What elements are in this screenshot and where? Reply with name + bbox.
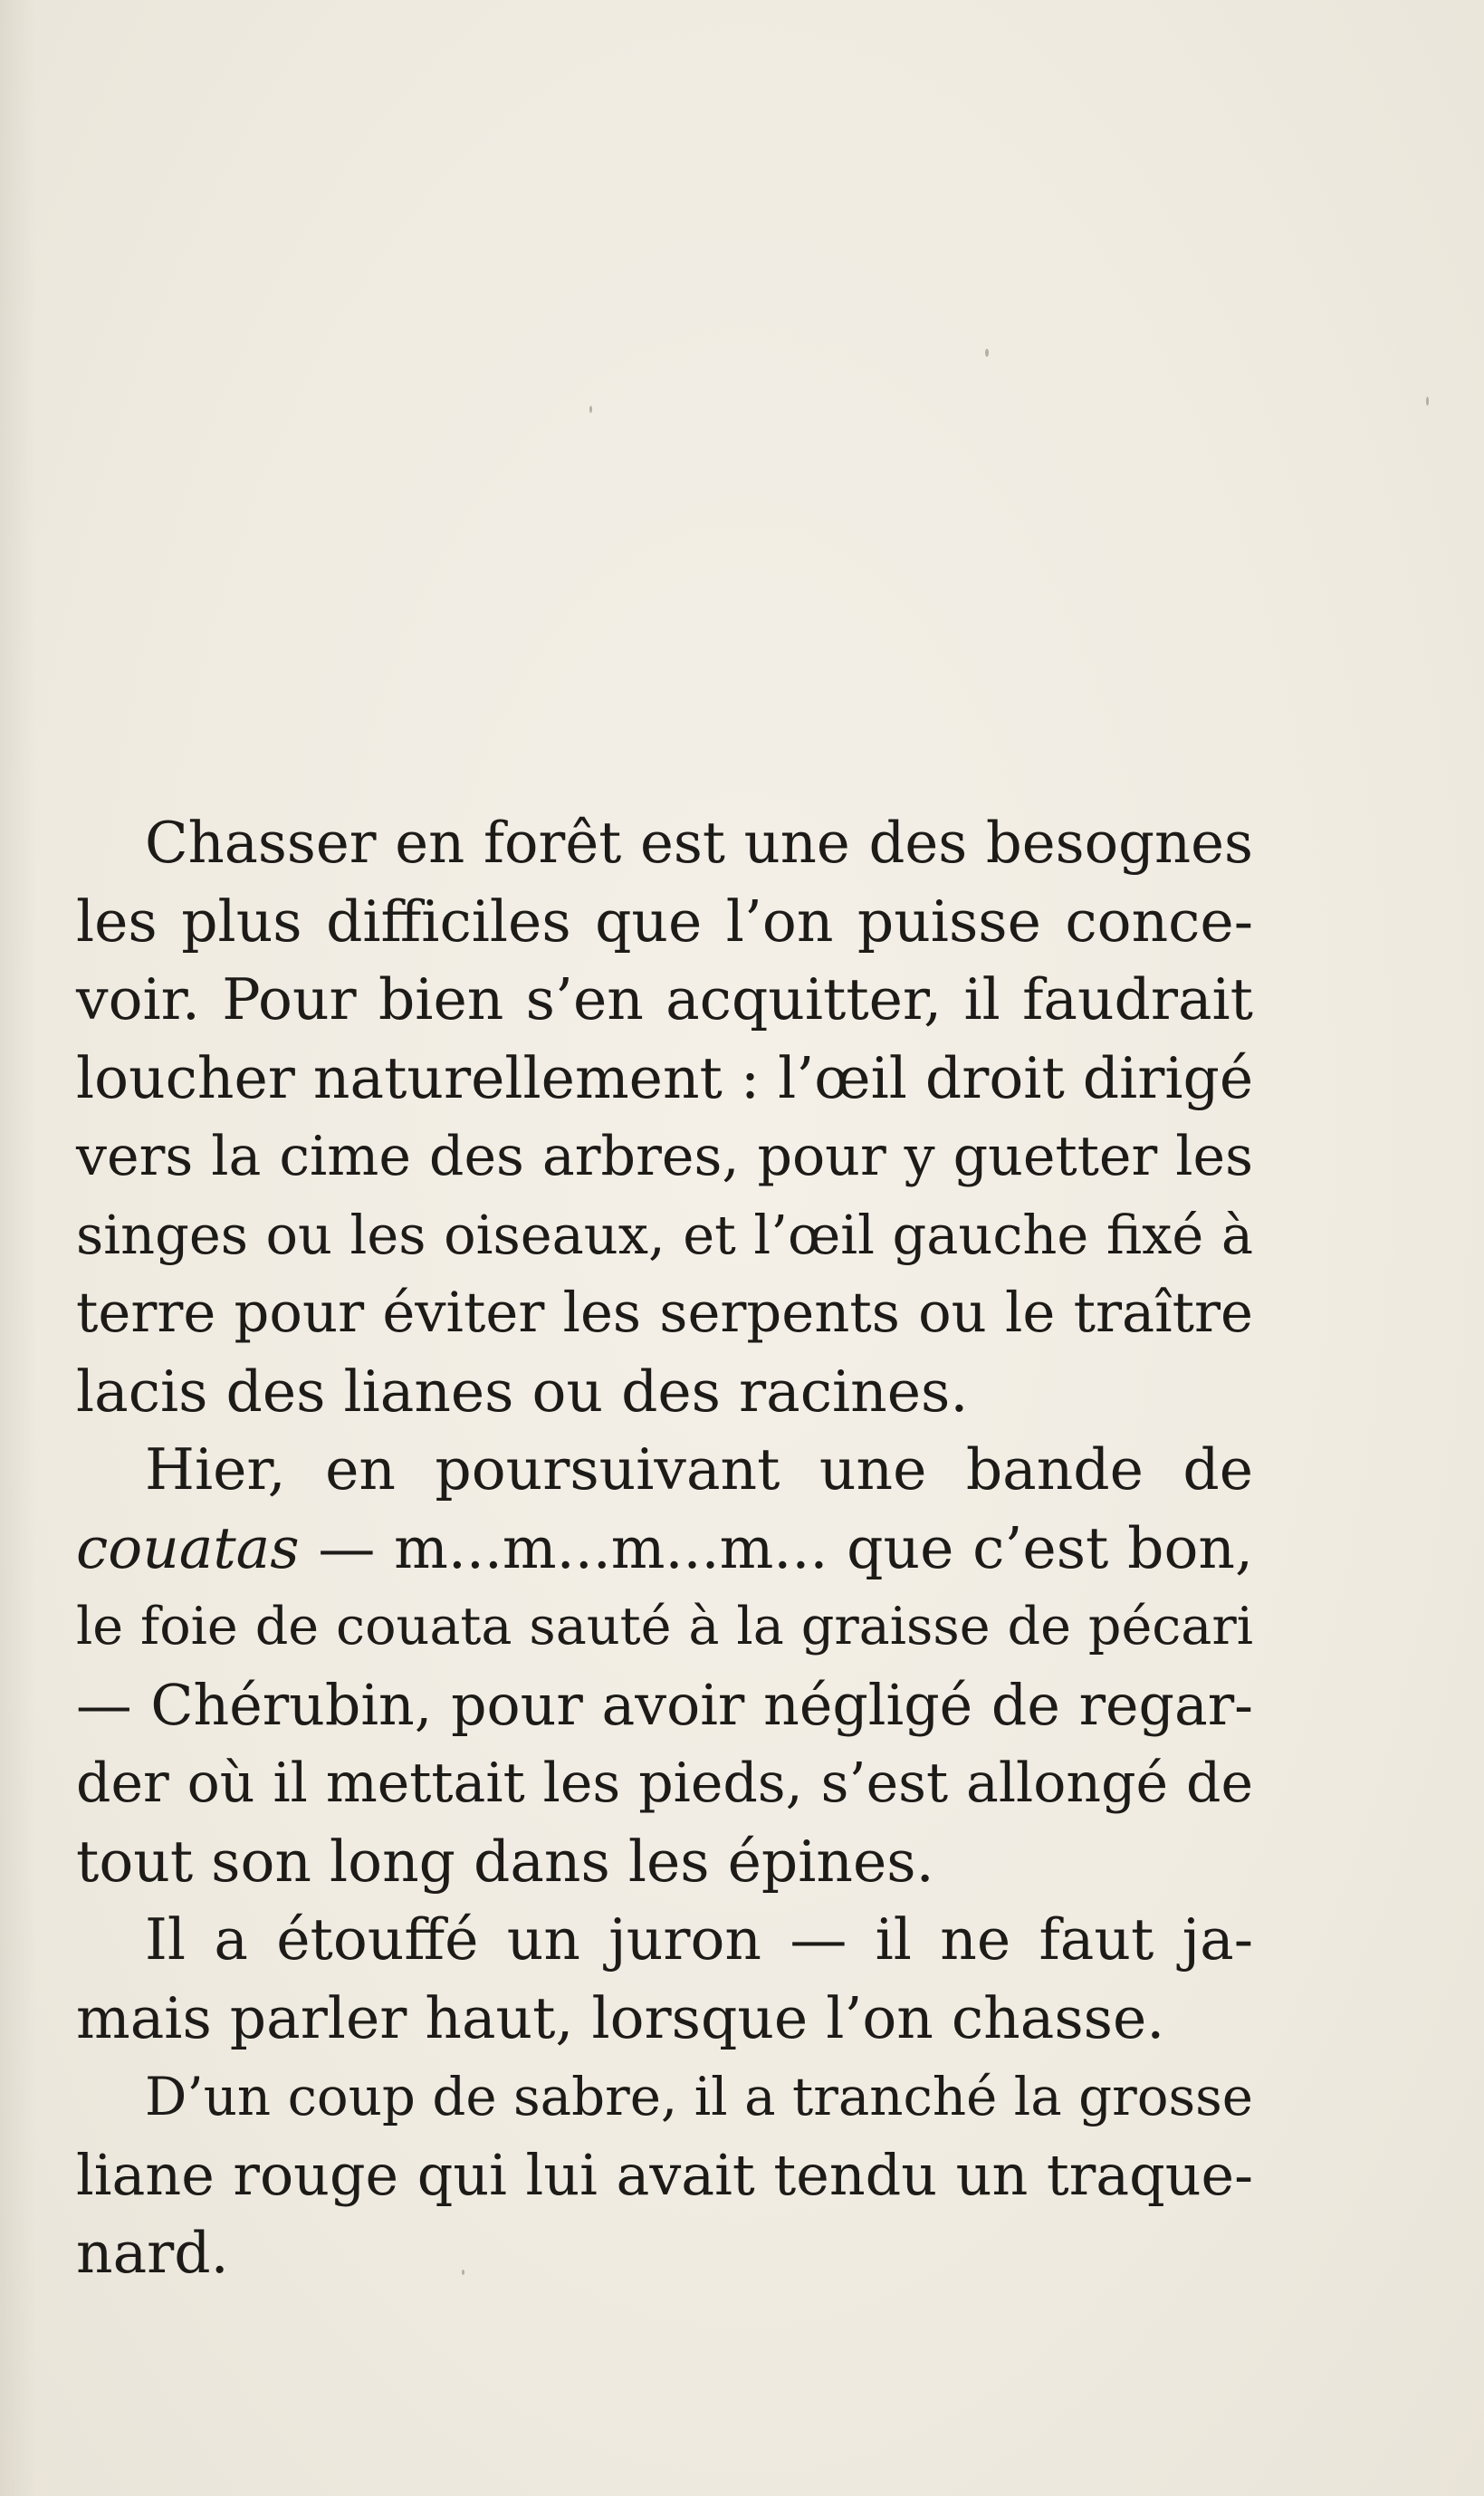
text-line: mais parler haut, lorsque l’on chasse.	[76, 1984, 1165, 2051]
text-line: der où il mettait les pieds, s’est allongé de	[76, 1752, 1253, 1815]
text-line: lacis des lianes ou des racines.	[76, 1358, 969, 1425]
text-line: — Chérubin, pour avoir négligé de regar-	[76, 1672, 1253, 1738]
body-text	[76, 804, 1253, 2293]
text-line: singes ou les oiseaux, et l’œil gauche fixé à	[76, 1203, 1253, 1266]
text-line: tout son long dans les épines.	[76, 1828, 934, 1895]
text-line: terre pour éviter les serpents ou le traître	[76, 1282, 1253, 1345]
page-gutter-shadow	[0, 0, 36, 2496]
text-line: D’un coup de sabre, il a tranché la grosse	[145, 2066, 1253, 2127]
paper-speck	[985, 349, 989, 357]
paragraph-2	[76, 1431, 1253, 1901]
text-line-rest: — m...m...m...m... que c’est bon,	[318, 1514, 1253, 1581]
paper-speck	[589, 406, 592, 413]
text-line: les plus difficiles que l’on puisse conce-	[76, 888, 1253, 955]
text-line: voir. Pour bien s’en acquitter, il faudrait	[76, 966, 1253, 1032]
text-line: nard.	[76, 2220, 229, 2286]
text-line: Il a étouffé un juron — il ne faut ja-	[145, 1906, 1253, 1973]
paper-speck	[1426, 397, 1429, 406]
text-line-with-italic	[76, 1510, 1253, 1589]
text-line: le foie de couata sauté à la graisse de pécari	[76, 1597, 1253, 1656]
italic-word: couatas	[76, 1514, 300, 1581]
paragraph-1	[76, 804, 1253, 1431]
text-line: Hier, en poursuivant une bande de	[145, 1436, 1253, 1502]
paragraph-3	[76, 1901, 1253, 2058]
text-line: Chasser en forêt est une des besognes	[145, 810, 1253, 876]
paragraph-4	[76, 2058, 1253, 2293]
text-line: liane rouge qui lui avait tendu un traque-	[76, 2142, 1253, 2208]
text-line: vers la cime des arbres, pour y guetter les	[76, 1125, 1253, 1188]
text-line: loucher naturellement : l’œil droit dirigé	[76, 1044, 1254, 1111]
